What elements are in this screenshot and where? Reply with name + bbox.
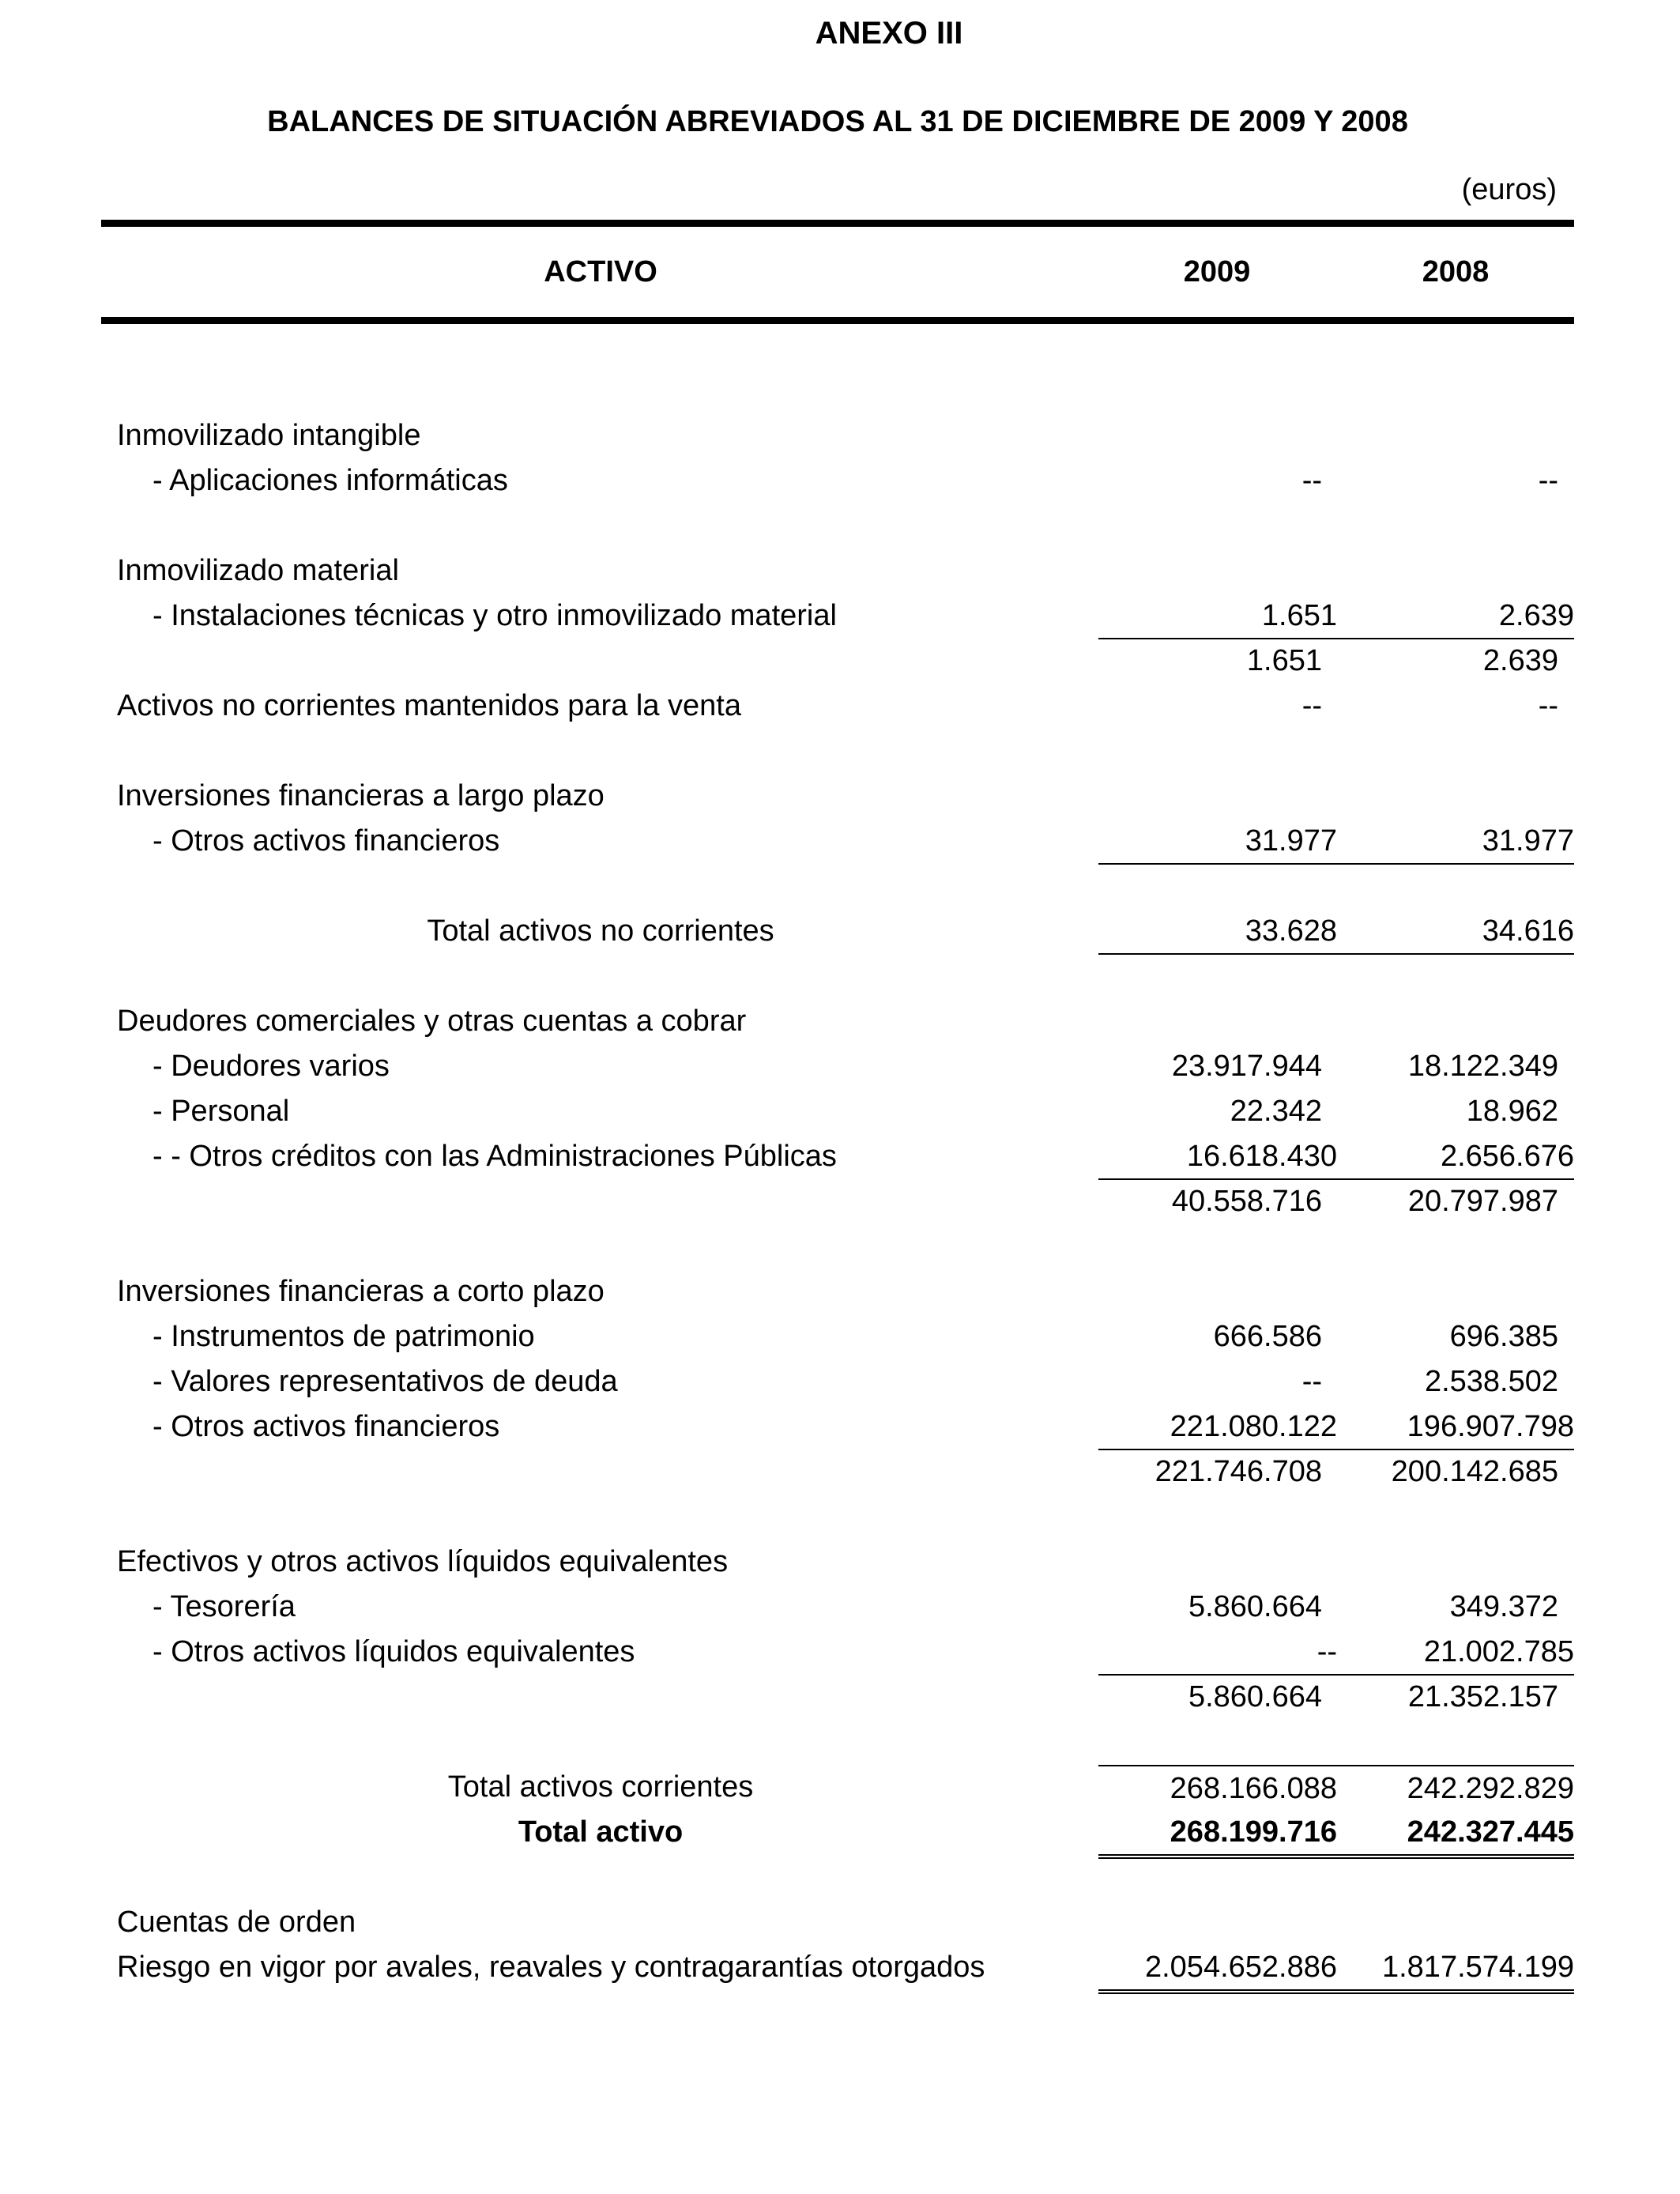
section-row: [0, 1269, 1680, 1314]
row-label: - - Otros créditos con las Administraciones Públicas: [153, 1140, 837, 1173]
table-row: [0, 1359, 1680, 1404]
table-row: [0, 1089, 1680, 1134]
grand-total-2009: 268.199.716: [1098, 1810, 1337, 1859]
total-2008: 34.616: [1337, 909, 1574, 955]
value-2009: 31.977: [1098, 819, 1337, 865]
column-header-2009: 2009: [1183, 255, 1251, 288]
value-2008: 18.962: [1466, 1095, 1558, 1128]
section-label: Inversiones financieras a corto plazo: [117, 1275, 605, 1308]
section-label: Inmovilizado material: [117, 554, 399, 587]
value-2008: 2.639: [1337, 594, 1574, 639]
spacer-row: [0, 1720, 1680, 1765]
table-row: [0, 1134, 1680, 1179]
table-row: [0, 1044, 1680, 1089]
subtotal-2008: 20.797.987: [1407, 1185, 1558, 1218]
row-label: - Instalaciones técnicas y otro inmovilizado material: [153, 599, 837, 632]
column-header-activo: ACTIVO: [544, 255, 657, 288]
row-label: - Otros activos financieros: [153, 1410, 500, 1443]
spacer-row: [0, 503, 1680, 548]
value-2009: 666.586: [1213, 1320, 1322, 1353]
total-label: Total activos corrientes: [447, 1770, 754, 1804]
subtotal-2008: 200.142.685: [1391, 1455, 1558, 1488]
total-2009: 33.628: [1098, 909, 1337, 955]
row-label: - Aplicaciones informáticas: [153, 464, 508, 497]
row-label: - Valores representativos de deuda: [153, 1365, 618, 1398]
subtotal-row: [0, 1179, 1680, 1224]
section-label: Cuentas de orden: [117, 1906, 356, 1939]
value-2009: --: [1301, 464, 1322, 497]
table-row: [0, 458, 1680, 503]
spacer-row: [0, 1495, 1680, 1540]
table-row: [0, 1585, 1680, 1630]
subtotal-row: [0, 1675, 1680, 1720]
document-title: BALANCES DE SITUACIÓN ABREVIADOS AL 31 DE DICIEMBRE DE 2009 Y 2008: [267, 105, 1408, 138]
row-label: - Deudores varios: [153, 1050, 390, 1083]
table-row: [0, 1630, 1680, 1675]
value-2008: 1.817.574.199: [1337, 1945, 1574, 1994]
balance-table: [0, 368, 1680, 1990]
subtotal-2008: 2.639: [1482, 644, 1558, 677]
value-2008: --: [1538, 689, 1558, 722]
value-2008: 21.002.785: [1337, 1630, 1574, 1676]
table-row: [0, 819, 1680, 864]
header-bottom-rule: [101, 317, 1574, 324]
section-row: [0, 1540, 1680, 1585]
table-row: [0, 1945, 1680, 1990]
table-row: [0, 594, 1680, 639]
value-2009: 16.618.430: [1098, 1134, 1337, 1180]
value-2008: 2.656.676: [1337, 1134, 1574, 1180]
spacer-row: [0, 368, 1680, 413]
section-label: Inversiones financieras a largo plazo: [117, 779, 605, 812]
total-row: [0, 1765, 1680, 1810]
row-label: - Personal: [153, 1095, 290, 1128]
row-label: - Otros activos líquidos equivalentes: [153, 1635, 635, 1668]
section-label: Activos no corrientes mantenidos para la venta: [117, 689, 741, 722]
total-label: Total activos no corrientes: [427, 914, 774, 948]
value-2009: --: [1301, 1365, 1322, 1398]
value-2008: 349.372: [1449, 1590, 1558, 1623]
subtotal-2009: 221.746.708: [1155, 1455, 1322, 1488]
subtotal-2009: 5.860.664: [1188, 1680, 1322, 1713]
value-2008: 696.385: [1449, 1320, 1558, 1353]
value-2009: --: [1098, 1630, 1337, 1676]
total-2008: 242.292.829: [1337, 1765, 1574, 1811]
value-2009: 2.054.652.886: [1098, 1945, 1337, 1994]
header-top-rule: [101, 220, 1574, 227]
value-2009: 5.860.664: [1188, 1590, 1322, 1623]
section-row: [0, 684, 1680, 729]
value-2008: 2.538.502: [1424, 1365, 1558, 1398]
spacer-row: [0, 954, 1680, 999]
row-label: - Tesorería: [153, 1590, 296, 1623]
value-2009: 221.080.122: [1098, 1404, 1337, 1450]
section-row: [0, 774, 1680, 819]
section-label: Deudores comerciales y otras cuentas a cobrar: [117, 1005, 747, 1038]
spacer-row: [0, 1855, 1680, 1900]
subtotal-row: [0, 1449, 1680, 1495]
row-label: - Instrumentos de patrimonio: [153, 1320, 535, 1353]
total-2009: 268.166.088: [1098, 1765, 1337, 1811]
table-row: [0, 1404, 1680, 1449]
row-label: - Otros activos financieros: [153, 824, 500, 858]
grand-total-row: [0, 1810, 1680, 1855]
column-header-2008: 2008: [1422, 255, 1490, 288]
value-2009: 23.917.944: [1171, 1050, 1322, 1083]
subtotal-row: [0, 639, 1680, 684]
grand-total-2008: 242.327.445: [1337, 1810, 1574, 1859]
section-row: [0, 999, 1680, 1044]
value-2009: 1.651: [1098, 594, 1337, 639]
section-row: [0, 1900, 1680, 1945]
subtotal-2009: 1.651: [1246, 644, 1322, 677]
subtotal-2009: 40.558.716: [1171, 1185, 1322, 1218]
value-2009: 22.342: [1230, 1095, 1322, 1128]
value-2008: --: [1538, 464, 1558, 497]
units-label: (euros): [1461, 173, 1557, 206]
section-row: [0, 413, 1680, 458]
section-row: [0, 548, 1680, 594]
table-row: [0, 1314, 1680, 1359]
subtotal-2008: 21.352.157: [1407, 1680, 1558, 1713]
spacer-row: [0, 864, 1680, 909]
value-2008: 196.907.798: [1337, 1404, 1574, 1450]
spacer-row: [0, 1224, 1680, 1269]
grand-total-label: Total activo: [518, 1815, 684, 1849]
total-row: [0, 909, 1680, 954]
row-label: Riesgo en vigor por avales, reavales y contragarantías otorgados: [117, 1951, 985, 1984]
section-label: Inmovilizado intangible: [117, 419, 421, 452]
value-2009: --: [1301, 689, 1322, 722]
section-label: Efectivos y otros activos líquidos equivalentes: [117, 1545, 729, 1578]
spacer-row: [0, 729, 1680, 774]
value-2008: 18.122.349: [1407, 1050, 1558, 1083]
value-2008: 31.977: [1337, 819, 1574, 865]
annex-title: ANEXO III: [815, 16, 963, 51]
